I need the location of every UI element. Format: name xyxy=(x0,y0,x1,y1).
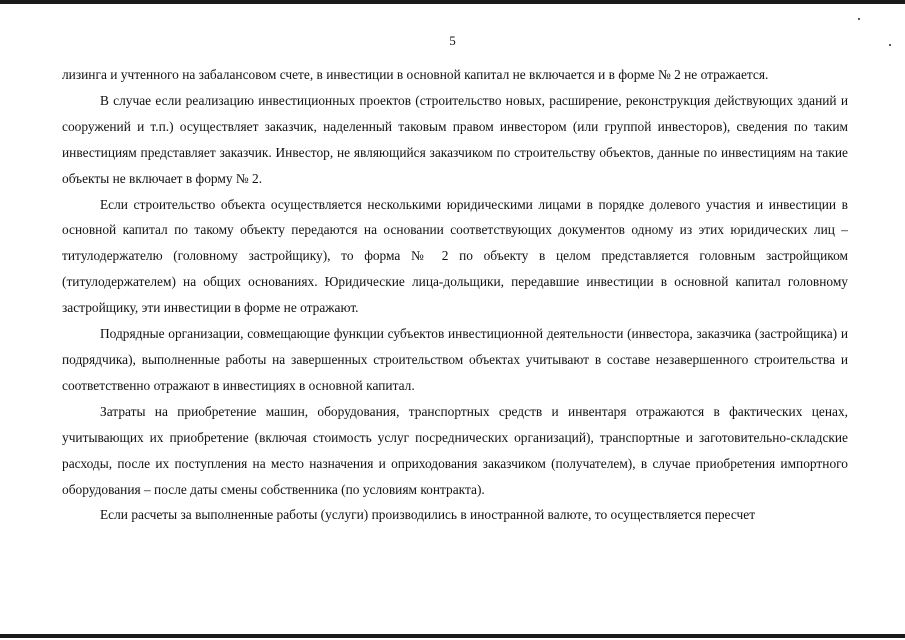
paragraph-customer-investor: В случае если реализацию инвестиционных проектов (строительство новых, расширение, реконструкция действующих зданий и сооружений и т.п.) осуществляет заказчик, наделенный таковым правом инвестором (или группой инвесторов), сведения по таким инвестициям представляет заказчик. Инвестор, не являющийся заказчиком по строительству объектов, данные по инвестициям на такие объекты не включает в форму № 2. xyxy=(62,92,848,186)
top-border-line xyxy=(0,0,905,4)
paragraph-shared-construction: Если строительство объекта осуществляется несколькими юридическими лицами в порядке долевого участия и инвестиции в основной капитал по такому объекту передаются на основании соответствующих документов одному из этих юридических лиц – титулодержателю (головному застройщику), то форма № 2 по объекту в целом представляется головным застройщиком (титулодержателем) на общих основаниях. Юридические лица-дольщики, передавшие инвестиции в основной капитал головному застройщику, эти инвестиции в форме не отражают. xyxy=(62,196,848,316)
bottom-border-line xyxy=(0,634,905,638)
scan-speck xyxy=(858,18,860,20)
paragraph-continuation: лизинга и учтенного на забалансовом счете, в инвестиции в основной капитал не включается и в форме № 2 не отражается. xyxy=(62,67,769,82)
page-number: 5 xyxy=(449,33,456,48)
document-body xyxy=(62,62,848,528)
paragraph-equipment-costs: Затраты на приобретение машин, оборудования, транспортных средств и инвентаря отражаются в фактических ценах, учитывающих их приобретение (включая стоимость услуг посреднических организаций), транспортные и заготовительно-складские расходы, после их поступления на место назначения и оприходования заказчиком (получателем), в случае приобретения импортного оборудования – после даты смены собственника (по условиям контракта). xyxy=(62,403,848,497)
paragraph-foreign-currency: Если расчеты за выполненные работы (услуги) производились в иностранной валюте, то осуществляется пересчет xyxy=(100,507,756,523)
paragraph-contractors: Подрядные организации, совмещающие функции субъектов инвестиционной деятельности (инвестора, заказчика (застройщика) и подрядчика), выполненные работы на завершенных строительством объектах учитывают в составе незавершенного строительства и соответственно отражают в инвестициях в основной капитал. xyxy=(62,326,848,393)
